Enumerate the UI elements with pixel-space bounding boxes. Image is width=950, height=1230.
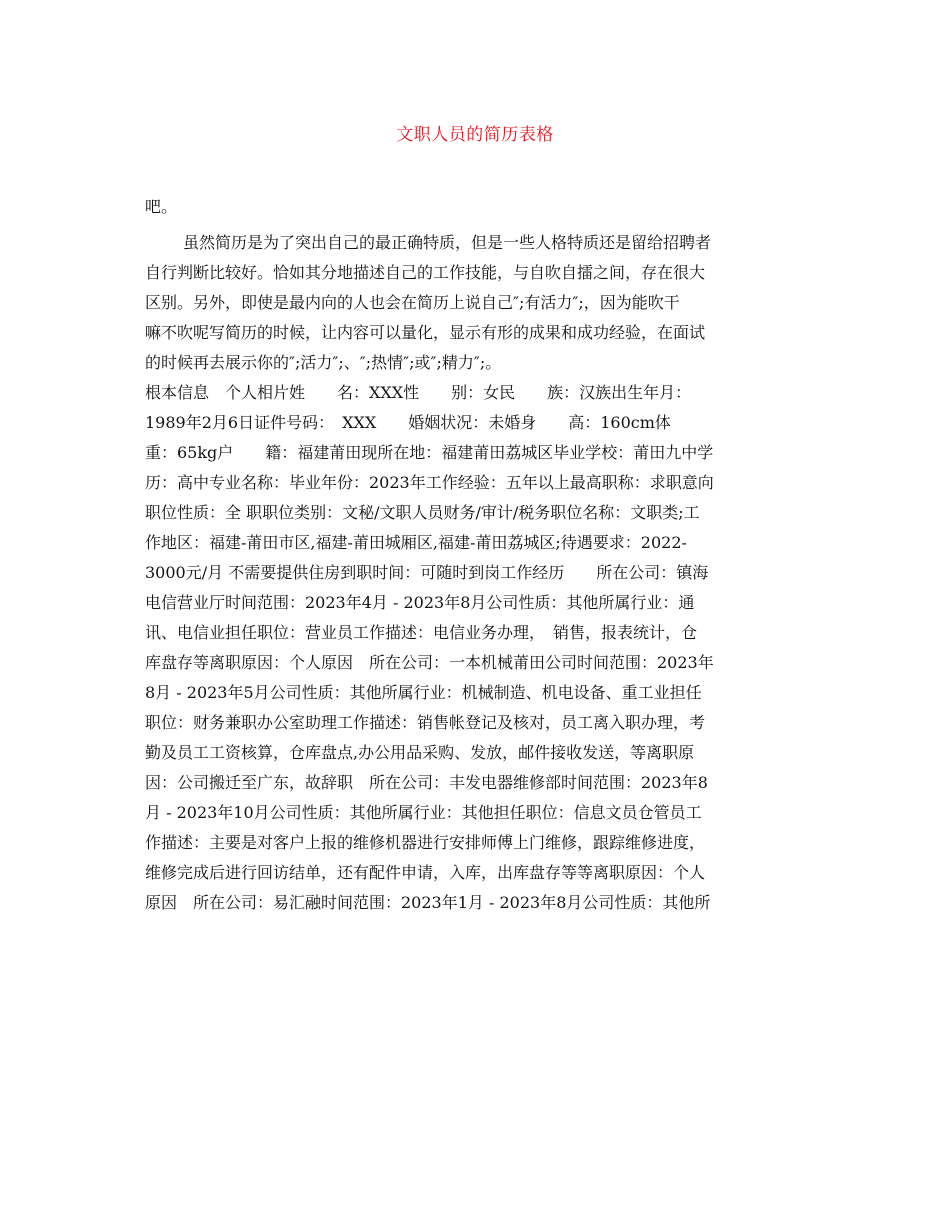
paragraph-line: 3000元/月 不需要提供住房到职时间：可随时到岗工作经历 所在公司：镇海 <box>145 563 709 582</box>
paragraph-line: 勤及员工工资核算，仓库盘点,办公用品采购、发放，邮件接收发送，等离职原 <box>145 743 695 762</box>
paragraph-line: 自行判断比较好。恰如其分地描述自己的工作技能，与自吹自擂之间，存在很大 <box>145 263 706 282</box>
paragraph-line: 维修完成后进行回访结单，还有配件申请，入库，出库盘存等等离职原因：个人 <box>145 863 706 882</box>
document-title: 文职人员的简历表格 <box>396 125 554 145</box>
paragraph-line: 作描述：主要是对客户上报的维修机器进行安排师傅上门维修，跟踪维修进度， <box>145 833 706 852</box>
paragraph-line: 重：65kg户 籍：福建莆田现所在地：福建莆田荔城区毕业学校：莆田九中学 <box>145 443 714 462</box>
paragraph-line: 8月 - 2023年5月公司性质：其他所属行业：机械制造、机电设备、重工业担任 <box>145 683 702 702</box>
paragraph-line: 虽然简历是为了突出自己的最正确特质，但是一些人格特质还是留给招聘者 <box>183 233 712 252</box>
paragraph-line: 嘛不吹呢写简历的时候，让内容可以量化，显示有形的成果和成功经验，在面试 <box>145 323 706 342</box>
paragraph-line: 1989年2月6日证件号码： XXX 婚姻状况：未婚身 高：160cm体 <box>145 413 671 432</box>
paragraph-line: 月 - 2023年10月公司性质：其他所属行业：其他担任职位：信息文员仓管员工 <box>145 803 702 822</box>
paragraph-line: 原因 所在公司：易汇融时间范围：2023年1月 - 2023年8月公司性质：其他所 <box>145 893 711 912</box>
paragraph-line: 讯、电信业担任职位：营业员工作描述：电信业务办理， 销售，报表统计，仓 <box>145 623 698 642</box>
paragraph-line: 历：高中专业名称：毕业年份：2023年工作经验：五年以上最高职称：求职意向 <box>145 473 714 492</box>
paragraph-line: 因：公司搬迁至广东，故辞职 所在公司：丰发电器维修部时间范围：2023年8 <box>145 773 708 792</box>
paragraph-line: 吧。 <box>145 197 178 216</box>
paragraph-line: 的时候再去展示你的″;活力″;、″;热情″;或″;精力″;。 <box>145 353 502 372</box>
paragraph-line: 作地区：福建-莆田市区,福建-莆田城厢区,福建-莆田荔城区;待遇要求：2022- <box>145 533 687 552</box>
paragraph-line: 职位性质：全 职职位类别：文秘/文职人员财务/审计/税务职位名称：文职类;工 <box>145 503 700 522</box>
paragraph-line: 电信营业厅时间范围：2023年4月 - 2023年8月公司性质：其他所属行业：通 <box>145 593 695 612</box>
paragraph-line: 职位：财务兼职办公室助理工作描述：销售帐登记及核对，员工离入职办理，考 <box>145 713 706 732</box>
paragraph-line: 根本信息 个人相片姓 名：XXX性 别：女民 族：汉族出生年月： <box>145 383 692 402</box>
paragraph-line: 库盘存等离职原因：个人原因 所在公司：一本机械莆田公司时间范围：2023年 <box>145 653 714 672</box>
paragraph-line: 区别。另外，即使是最内向的人也会在简历上说自己″;有活力″;，因为能吹干 <box>145 293 680 312</box>
